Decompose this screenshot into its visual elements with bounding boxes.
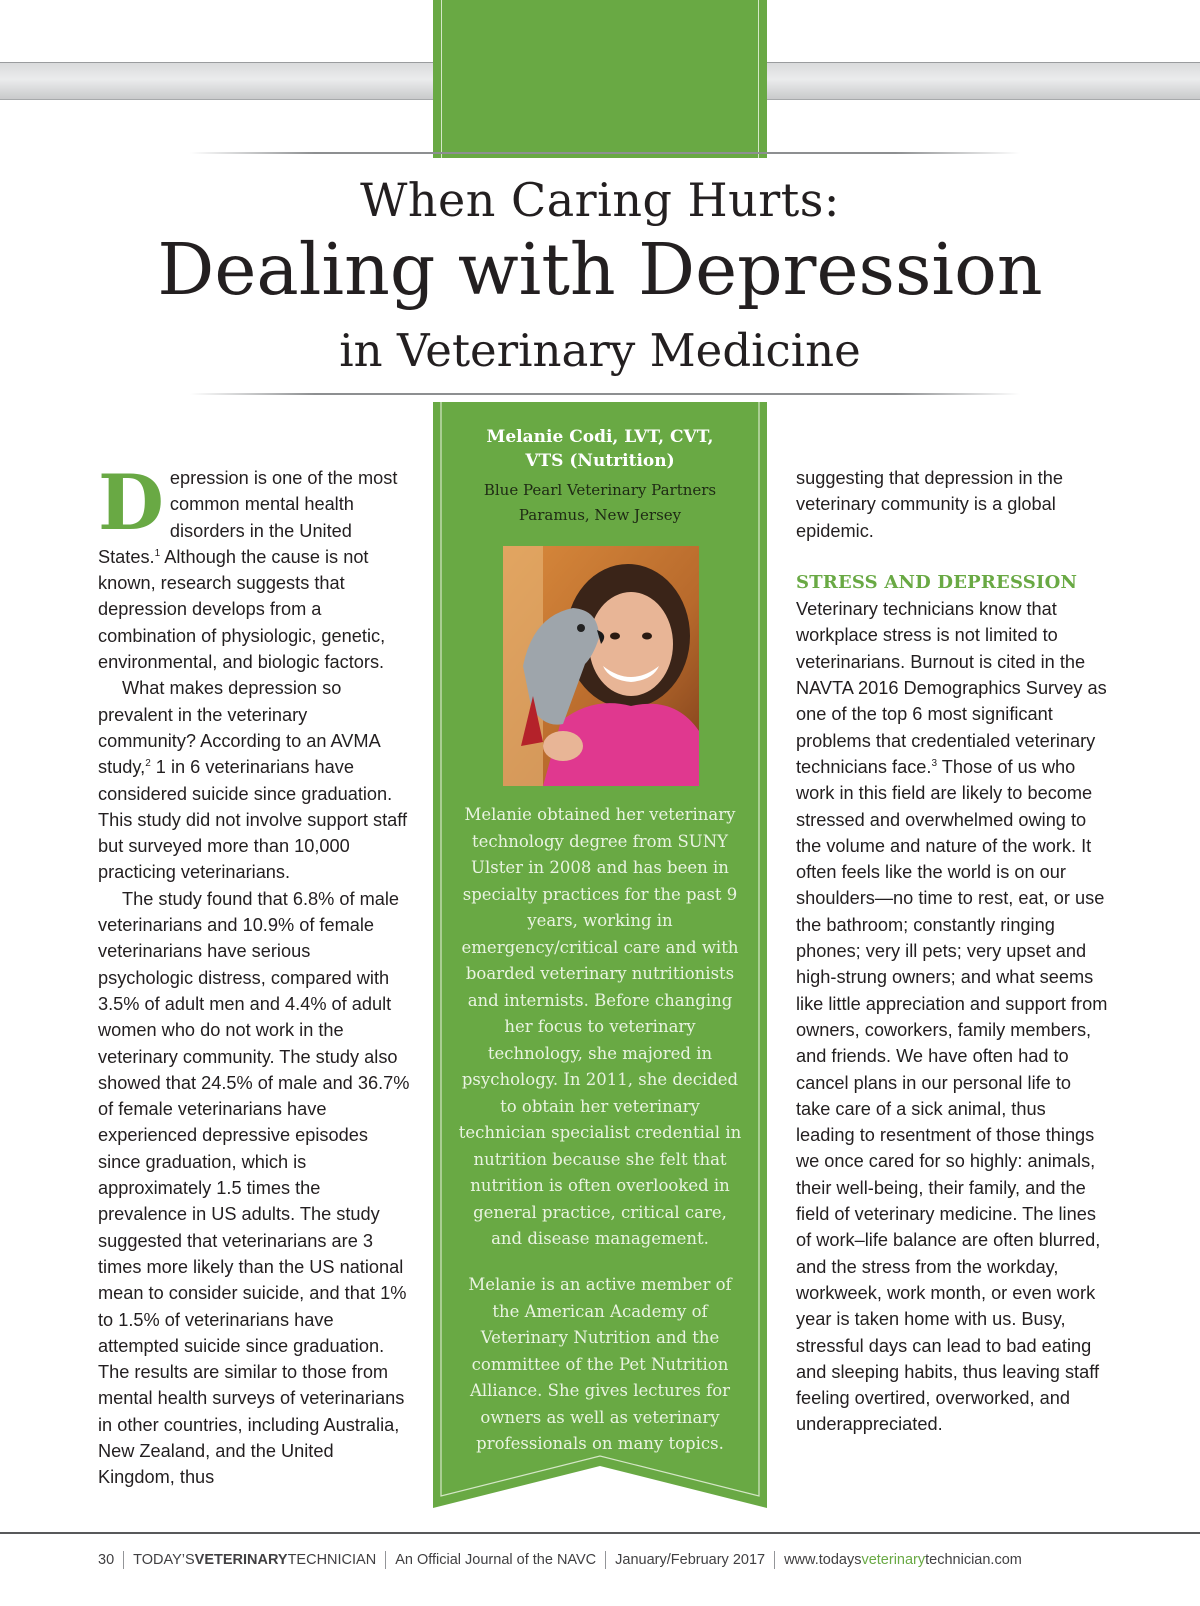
author-affiliation: Blue Pearl Veterinary Partners [483, 481, 717, 499]
paragraph-5-text-b: Those of us who work in this field are likely to become stressed and overwhelmed owing to the volume and nature of the work. It often feels like the world is on our shoulders—no time to rest, eat, or use the bathroom; constantly ringing phones; very ill pets; very upset and high-strung owners; and what seems like little appreciation and support from owners, coworkers, family members, and friends. We have often had to cancel plans in our personal life to take care of a sick animal, thus leading to resentment of those things we once cared for so highly: animals, their well-being, their family, and the field of veterinary medicine. The lines of work–life balance are often blurred, and the stress from the workday, workweek, work month, or even work year is taken home with us. Busy, stressful days can lead to bad eating and sleeping habits, thus leaving staff feeling overtired, overworked, and underappreciated. [796, 756, 1108, 1435]
left-column [98, 458, 410, 1491]
reference-marker: 1 [154, 547, 161, 559]
paragraph-5 [796, 596, 1108, 1438]
author-bio-2: Melanie is an active member of the American Academy of Veterinary Nutrition and the committee of the Pet Nutrition Alliance. She gives lectures for owners as well as veterinary professionals on many topics. [468, 1275, 732, 1453]
paragraph-2-text-b: 1 in 6 veterinarians have considered suicide since graduation. This study did not involve support staff but surveyed more than 10,000 practicing veterinarians. [98, 757, 408, 883]
title-rule-bottom [190, 393, 1020, 395]
publication-name-part: TECHNICIAN [287, 1551, 377, 1568]
paragraph-1-text-b: Although the cause is not known, research suggests that depression develops from a combination of physiologic, genetic, environmental, and biologic factors. [98, 546, 386, 673]
title-rule-top [190, 152, 1020, 154]
website-link-part: www.todays [784, 1551, 862, 1568]
footer-divider [774, 1551, 775, 1569]
author-location: Paramus, New Jersey [518, 506, 682, 524]
footer-divider [605, 1551, 606, 1569]
footer-divider [385, 1551, 386, 1569]
paragraph-4: suggesting that depression in the veterinary community is a global epidemic. [796, 468, 1063, 541]
footer-rule [0, 1532, 1200, 1534]
drop-cap: D [98, 458, 164, 547]
author-name-line-2: VTS (Nutrition) [525, 451, 675, 471]
footer-divider [123, 1551, 124, 1569]
author-name [433, 425, 767, 473]
title-subtitle: in Veterinary Medicine [339, 324, 861, 377]
title-kicker: When Caring Hurts: [360, 173, 840, 227]
top-ribbon [433, 0, 767, 158]
website-link-part: veterinary [861, 1551, 926, 1568]
author-photo [503, 546, 699, 786]
paragraph-5-text-a: Veterinary technicians know that workplace stress is not limited to veterinarians. Burnout is cited in the NAVTA 2016 Demographics Survey as one of the top 6 most significant problems that credentialed veterinary technicians face. [796, 599, 1107, 777]
section-heading: STRESS AND DEPRESSION [796, 571, 1078, 593]
publication-name [133, 1552, 376, 1568]
author-name-line-1: Melanie Codi, LVT, CVT, [486, 427, 714, 447]
paragraph-3: The study found that 6.8% of male veterinarians and 10.9% of female veterinarians have serious psychologic distress, compared with 3.5% of adult men and 4.4% of adult women who do not work in the veterinary community. The study also showed that 24.5% of male and 36.7% of female veterinarians have experienced depressive episodes since graduation, which is approximately 1.5 times the prevalence in US adults. The study suggested that veterinarians are 3 times more likely than the US national mean to consider suicide, and that 1% to 1.5% of veterinarians have attempted suicide since graduation. The results are similar to those from mental health surveys of veterinarians in other countries, including Australia, New Zealand, and the United Kingdom, thus [98, 888, 410, 1488]
paragraph-2 [98, 675, 410, 885]
website-link-part: technician.com [925, 1551, 1022, 1568]
paragraph-1-text-a: epression is one of the most common mental health disorders in the United States. [98, 468, 398, 567]
page-title: Dealing with Depression [157, 228, 1043, 311]
right-column [796, 465, 1108, 1438]
reference-marker: 3 [931, 757, 938, 769]
author-bio-1: Melanie obtained her veterinary technology degree from SUNY Ulster in 2008 and has been in specialty practices for the past 9 years, working in emergency/critical care and with boarded veterinary nutritionists and internists. Before changing her focus to veterinary technology, she majored in psychology. In 2011, she decided to obtain her veterinary technician specialist credential in nutrition because she felt that nutrition is often overlooked in general practice, critical care, and disease management. [458, 805, 742, 1248]
paragraph-2-text-a: What makes depression so prevalent in the veterinary community? According to an AVMA study, [98, 678, 380, 778]
page-number: 30 [98, 1551, 115, 1568]
footer [98, 1551, 1022, 1569]
issue-date: January/February 2017 [615, 1551, 766, 1568]
reference-marker: 2 [145, 758, 151, 770]
journal-tagline: An Official Journal of the NAVC [395, 1551, 597, 1568]
publication-name-part: TODAY’S [133, 1551, 195, 1568]
website-link[interactable] [784, 1552, 1022, 1568]
publication-name-part: VETERINARY [194, 1551, 288, 1568]
